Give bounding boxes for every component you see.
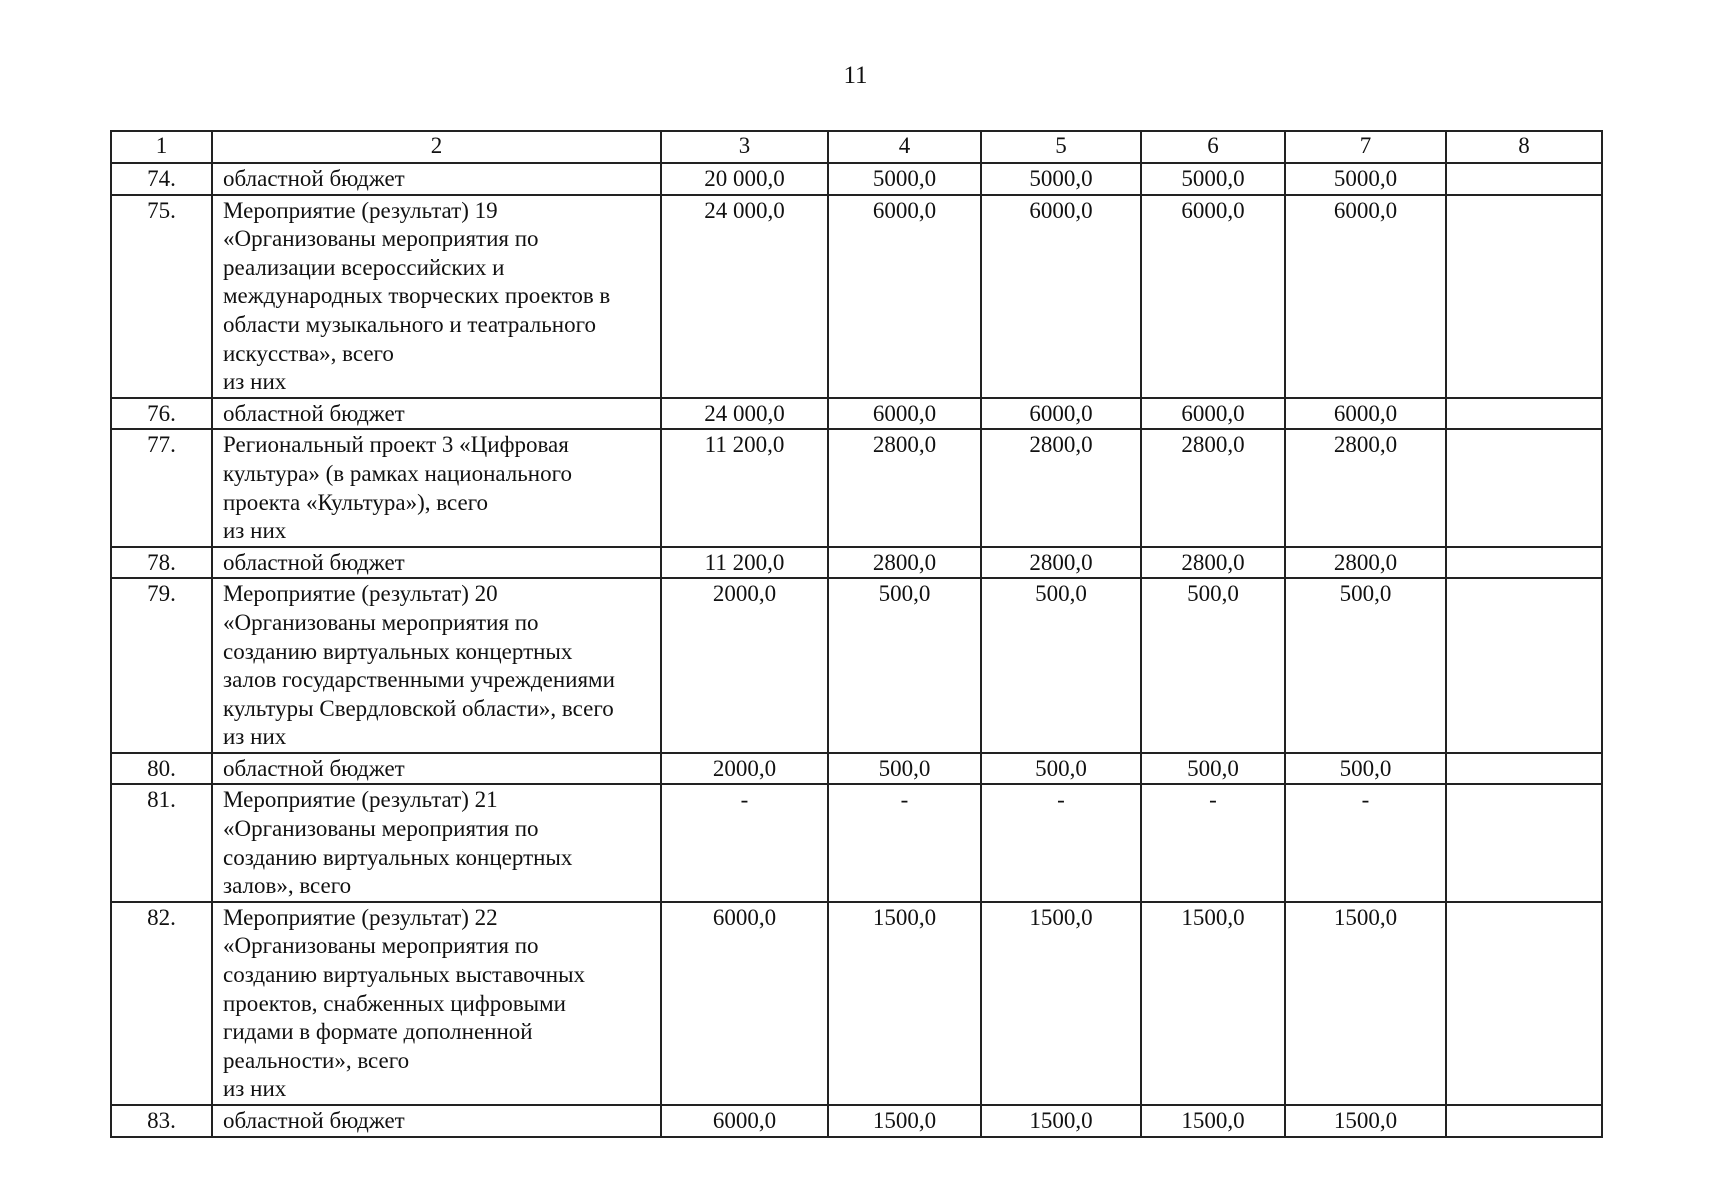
value-cell-col-6: 6000,0: [1141, 398, 1285, 430]
table-row: [111, 784, 1602, 901]
value-cell-col-4: -: [828, 784, 981, 901]
value-cell-col-4: 6000,0: [828, 398, 981, 430]
value-cell-col-4: 1500,0: [828, 1105, 981, 1137]
item-name-line: из них: [223, 724, 287, 750]
header-cell: 2: [212, 131, 661, 163]
value-cell-col-4: 5000,0: [828, 163, 981, 195]
item-name-line: областной бюджет: [223, 755, 405, 781]
value-cell-col-5: 5000,0: [981, 163, 1141, 195]
item-name-line: Мероприятие (результат) 21: [223, 787, 498, 813]
value-cell-col-8: [1446, 195, 1602, 398]
item-name-line: искусства», всего: [223, 340, 394, 366]
item-name-line: Мероприятие (результат) 19: [223, 197, 498, 223]
table-header-row: [111, 131, 1602, 163]
table-row: [111, 1105, 1602, 1137]
value-cell-col-7: -: [1285, 784, 1446, 901]
value-cell-col-6: 2800,0: [1141, 429, 1285, 546]
row-number-cell: 83.: [111, 1105, 212, 1137]
table-row: [111, 429, 1602, 546]
item-name-line: «Организованы мероприятия по: [223, 933, 539, 959]
value-cell-col-4: 2800,0: [828, 429, 981, 546]
value-cell-col-7: 2800,0: [1285, 547, 1446, 579]
item-name-line: областной бюджет: [223, 1108, 405, 1133]
item-name-cell: [212, 398, 661, 430]
item-name-line: областной бюджет: [223, 400, 405, 426]
value-cell-col-7: 1500,0: [1285, 1105, 1446, 1137]
value-cell-col-8: [1446, 1105, 1602, 1137]
header-cell: 3: [661, 131, 828, 163]
value-cell-col-6: 500,0: [1141, 753, 1285, 785]
item-name-line: «Организованы мероприятия по: [223, 609, 539, 635]
value-cell-col-3: 24 000,0: [661, 195, 828, 398]
value-cell-col-3: 6000,0: [661, 902, 828, 1105]
item-name-line: международных творческих проектов в: [223, 283, 611, 309]
header-cell: 5: [981, 131, 1141, 163]
item-name-cell: [212, 547, 661, 579]
row-number-cell: 79.: [111, 578, 212, 753]
item-name-line: области музыкального и театрального: [223, 311, 596, 337]
page-number: 11: [843, 62, 868, 89]
row-number-cell: 80.: [111, 753, 212, 785]
item-name-line: проекта «Культура»), всего: [223, 489, 489, 515]
value-cell-col-8: [1446, 784, 1602, 901]
item-name-line: областной бюджет: [223, 166, 405, 191]
value-cell-col-6: 5000,0: [1141, 163, 1285, 195]
value-cell-col-7: 6000,0: [1285, 195, 1446, 398]
header-cell: 6: [1141, 131, 1285, 163]
value-cell-col-6: 500,0: [1141, 578, 1285, 753]
value-cell-col-7: 500,0: [1285, 753, 1446, 785]
budget-table: [110, 130, 1603, 1138]
value-cell-col-5: 1500,0: [981, 1105, 1141, 1137]
item-name-cell: [212, 784, 661, 901]
value-cell-col-3: 24 000,0: [661, 398, 828, 430]
header-cell: 8: [1446, 131, 1602, 163]
item-name-line: «Организованы мероприятия по: [223, 816, 539, 842]
item-name-cell: [212, 1105, 661, 1137]
value-cell-col-5: 6000,0: [981, 195, 1141, 398]
item-name-cell: [212, 429, 661, 546]
value-cell-col-5: 1500,0: [981, 902, 1141, 1105]
value-cell-col-8: [1446, 578, 1602, 753]
item-name-line: из них: [223, 518, 287, 544]
value-cell-col-7: 1500,0: [1285, 902, 1446, 1105]
value-cell-col-4: 500,0: [828, 753, 981, 785]
row-number-cell: 76.: [111, 398, 212, 430]
table-row: [111, 547, 1602, 579]
value-cell-col-3: 2000,0: [661, 753, 828, 785]
item-name-cell: [212, 163, 661, 195]
item-name-line: из них: [223, 1076, 287, 1102]
value-cell-col-5: 6000,0: [981, 398, 1141, 430]
value-cell-col-5: 500,0: [981, 753, 1141, 785]
table-row: [111, 753, 1602, 785]
value-cell-col-8: [1446, 753, 1602, 785]
table-row: [111, 163, 1602, 195]
item-name-cell: [212, 753, 661, 785]
row-number-cell: 82.: [111, 902, 212, 1105]
value-cell-col-8: [1446, 547, 1602, 579]
item-name-line: Региональный проект 3 «Цифровая: [223, 432, 569, 458]
value-cell-col-4: 1500,0: [828, 902, 981, 1105]
item-name-cell: [212, 578, 661, 753]
row-number-cell: 75.: [111, 195, 212, 398]
item-name-line: гидами в формате дополненной: [223, 1019, 533, 1045]
item-name-line: Мероприятие (результат) 20: [223, 581, 498, 607]
item-name-line: проектов, снабженных цифровыми: [223, 990, 566, 1016]
value-cell-col-4: 6000,0: [828, 195, 981, 398]
item-name-line: реальности», всего: [223, 1047, 410, 1073]
value-cell-col-3: 20 000,0: [661, 163, 828, 195]
row-number-cell: 81.: [111, 784, 212, 901]
header-cell: 7: [1285, 131, 1446, 163]
value-cell-col-8: [1446, 398, 1602, 430]
value-cell-col-7: 500,0: [1285, 578, 1446, 753]
item-name-line: созданию виртуальных выставочных: [223, 962, 586, 988]
item-name-line: областной бюджет: [223, 549, 405, 575]
item-name-line: культура» (в рамках национального: [223, 460, 572, 486]
row-number-cell: 78.: [111, 547, 212, 579]
value-cell-col-6: 2800,0: [1141, 547, 1285, 579]
value-cell-col-5: 2800,0: [981, 429, 1141, 546]
value-cell-col-8: [1446, 902, 1602, 1105]
row-number-cell: 74.: [111, 163, 212, 195]
value-cell-col-8: [1446, 163, 1602, 195]
item-name-line: «Организованы мероприятия по: [223, 226, 539, 252]
value-cell-col-7: 2800,0: [1285, 429, 1446, 546]
header-cell: 4: [828, 131, 981, 163]
item-name-line: культуры Свердловской области», всего: [223, 695, 614, 721]
value-cell-col-6: 1500,0: [1141, 1105, 1285, 1137]
item-name-line: Мероприятие (результат) 22: [223, 904, 498, 930]
table-row: [111, 398, 1602, 430]
value-cell-col-6: 6000,0: [1141, 195, 1285, 398]
item-name-line: залов», всего: [223, 873, 352, 899]
value-cell-col-3: -: [661, 784, 828, 901]
value-cell-col-5: 500,0: [981, 578, 1141, 753]
item-name-line: залов государственными учреждениями: [223, 667, 615, 693]
value-cell-col-4: 2800,0: [828, 547, 981, 579]
item-name-cell: [212, 902, 661, 1105]
value-cell-col-3: 2000,0: [661, 578, 828, 753]
table-row: [111, 902, 1602, 1105]
value-cell-col-5: -: [981, 784, 1141, 901]
header-cell: 1: [111, 131, 212, 163]
item-name-line: из них: [223, 369, 287, 395]
value-cell-col-6: -: [1141, 784, 1285, 901]
item-name-line: созданию виртуальных концертных: [223, 844, 573, 870]
item-name-cell: [212, 195, 661, 398]
item-name-line: созданию виртуальных концертных: [223, 638, 573, 664]
value-cell-col-3: 11 200,0: [661, 547, 828, 579]
value-cell-col-8: [1446, 429, 1602, 546]
value-cell-col-7: 5000,0: [1285, 163, 1446, 195]
row-number-cell: 77.: [111, 429, 212, 546]
value-cell-col-3: 11 200,0: [661, 429, 828, 546]
value-cell-col-5: 2800,0: [981, 547, 1141, 579]
value-cell-col-4: 500,0: [828, 578, 981, 753]
table-row: [111, 578, 1602, 753]
table-row: [111, 195, 1602, 398]
value-cell-col-7: 6000,0: [1285, 398, 1446, 430]
item-name-line: реализации всероссийских и: [223, 254, 505, 280]
value-cell-col-3: 6000,0: [661, 1105, 828, 1137]
value-cell-col-6: 1500,0: [1141, 902, 1285, 1105]
